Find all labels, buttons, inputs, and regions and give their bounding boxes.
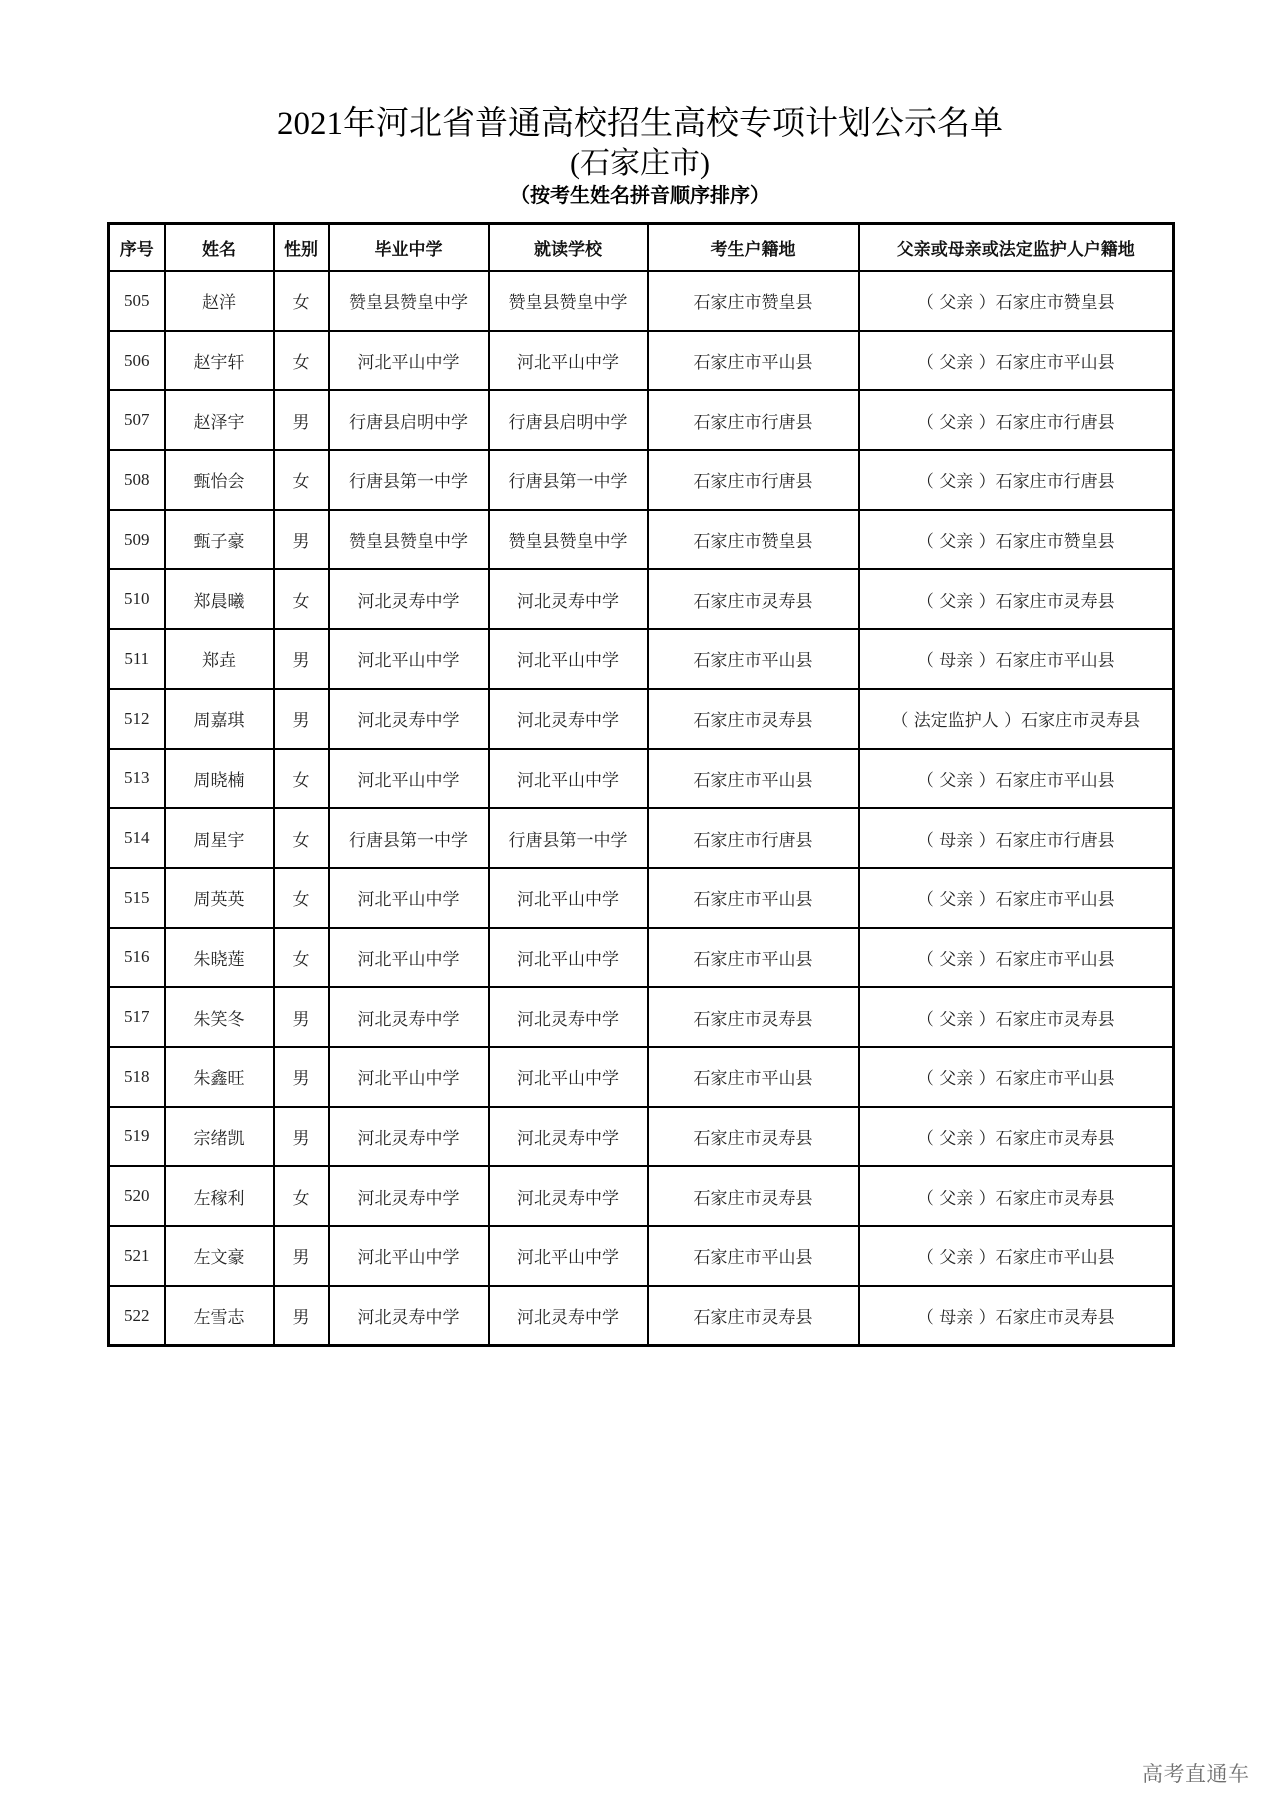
serial-number-cell: 513 [109,749,165,809]
guardian-residence-cell: （ 父亲 ）石家庄市平山县 [859,749,1174,809]
gender-cell: 女 [274,928,329,988]
guardian-residence-cell: （ 父亲 ）石家庄市灵寿县 [859,569,1174,629]
gender-cell: 男 [274,1047,329,1107]
current-school-cell: 河北平山中学 [489,749,648,809]
gender-cell: 女 [274,1166,329,1226]
serial-number-cell: 507 [109,390,165,450]
name-cell: 郑晨曦 [165,569,274,629]
guardian-residence-cell: （ 父亲 ）石家庄市平山县 [859,928,1174,988]
graduation-school-cell: 河北平山中学 [329,868,489,928]
graduation-school-cell: 河北平山中学 [329,928,489,988]
name-cell: 宗绪凯 [165,1107,274,1167]
table-row [109,629,1174,689]
graduation-school-cell: 河北平山中学 [329,331,489,391]
document-title: 2021年河北省普通高校招生高校专项计划公示名单 [277,106,1003,142]
current-school-cell: 行唐县第一中学 [489,450,648,510]
current-school-cell: 行唐县启明中学 [489,390,648,450]
guardian-residence-cell: （ 母亲 ）石家庄市行唐县 [859,808,1174,868]
table-row [109,1166,1174,1226]
name-cell: 朱鑫旺 [165,1047,274,1107]
header-gender: 性别 [274,224,329,272]
table-row [109,808,1174,868]
current-school-cell: 河北灵寿中学 [489,1166,648,1226]
table-row [109,1286,1174,1346]
guardian-residence-cell: （ 父亲 ）石家庄市平山县 [859,331,1174,391]
graduation-school-cell: 河北平山中学 [329,749,489,809]
table-row [109,689,1174,749]
guardian-residence-cell: （ 父亲 ）石家庄市平山县 [859,1226,1174,1286]
header-guardian-residence: 父亲或母亲或法定监护人户籍地 [859,224,1174,272]
serial-number-cell: 506 [109,331,165,391]
graduation-school-cell: 河北平山中学 [329,1226,489,1286]
guardian-residence-cell: （ 父亲 ）石家庄市赞皇县 [859,271,1174,331]
header-current-school: 就读学校 [489,224,648,272]
current-school-cell: 河北灵寿中学 [489,1107,648,1167]
candidate-residence-cell: 石家庄市赞皇县 [648,510,859,570]
name-cell: 赵洋 [165,271,274,331]
guardian-residence-cell: （ 母亲 ）石家庄市灵寿县 [859,1286,1174,1346]
candidate-residence-cell: 石家庄市赞皇县 [648,271,859,331]
name-cell: 甄子豪 [165,510,274,570]
gender-cell: 男 [274,510,329,570]
guardian-residence-cell: （ 父亲 ）石家庄市赞皇县 [859,510,1174,570]
table-row [109,331,1174,391]
name-cell: 朱笑冬 [165,987,274,1047]
serial-number-cell: 509 [109,510,165,570]
guardian-residence-cell: （ 父亲 ）石家庄市平山县 [859,1047,1174,1107]
graduation-school-cell: 行唐县第一中学 [329,450,489,510]
candidate-residence-cell: 石家庄市行唐县 [648,390,859,450]
gender-cell: 男 [274,689,329,749]
guardian-residence-cell: （ 父亲 ）石家庄市灵寿县 [859,1107,1174,1167]
header-graduation-school: 毕业中学 [329,224,489,272]
current-school-cell: 河北平山中学 [489,868,648,928]
graduation-school-cell: 赞皇县赞皇中学 [329,271,489,331]
current-school-cell: 河北灵寿中学 [489,1286,648,1346]
name-cell: 周英英 [165,868,274,928]
graduation-school-cell: 河北灵寿中学 [329,689,489,749]
current-school-cell: 赞皇县赞皇中学 [489,271,648,331]
table-header-row [109,224,1174,272]
serial-number-cell: 520 [109,1166,165,1226]
current-school-cell: 河北平山中学 [489,1047,648,1107]
name-cell: 赵宇轩 [165,331,274,391]
current-school-cell: 河北平山中学 [489,928,648,988]
guardian-residence-cell: （ 父亲 ）石家庄市灵寿县 [859,1166,1174,1226]
guardian-residence-cell: （ 母亲 ）石家庄市平山县 [859,629,1174,689]
table-row [109,1047,1174,1107]
name-cell: 郑垚 [165,629,274,689]
current-school-cell: 河北灵寿中学 [489,569,648,629]
serial-number-cell: 514 [109,808,165,868]
gender-cell: 男 [274,629,329,689]
table-row [109,510,1174,570]
graduation-school-cell: 河北灵寿中学 [329,1166,489,1226]
gender-cell: 女 [274,569,329,629]
graduation-school-cell: 河北灵寿中学 [329,1107,489,1167]
name-cell: 左文豪 [165,1226,274,1286]
table-row [109,1107,1174,1167]
table-row [109,450,1174,510]
gender-cell: 女 [274,450,329,510]
table-row [109,569,1174,629]
table-row [109,868,1174,928]
gender-cell: 男 [274,987,329,1047]
graduation-school-cell: 行唐县第一中学 [329,808,489,868]
candidate-residence-cell: 石家庄市平山县 [648,331,859,391]
serial-number-cell: 512 [109,689,165,749]
name-cell: 左稼利 [165,1166,274,1226]
table-body [109,271,1174,1346]
table-row [109,1226,1174,1286]
current-school-cell: 河北平山中学 [489,1226,648,1286]
candidate-residence-cell: 石家庄市灵寿县 [648,1107,859,1167]
graduation-school-cell: 河北灵寿中学 [329,1286,489,1346]
graduation-school-cell: 河北灵寿中学 [329,569,489,629]
graduation-school-cell: 河北平山中学 [329,1047,489,1107]
gender-cell: 女 [274,808,329,868]
serial-number-cell: 521 [109,1226,165,1286]
gender-cell: 女 [274,749,329,809]
candidate-residence-cell: 石家庄市行唐县 [648,450,859,510]
candidate-residence-cell: 石家庄市灵寿县 [648,569,859,629]
table-row [109,987,1174,1047]
candidate-residence-cell: 石家庄市平山县 [648,629,859,689]
candidate-residence-cell: 石家庄市平山县 [648,928,859,988]
serial-number-cell: 518 [109,1047,165,1107]
graduation-school-cell: 河北灵寿中学 [329,987,489,1047]
candidate-residence-cell: 石家庄市灵寿县 [648,689,859,749]
gender-cell: 女 [274,331,329,391]
candidate-residence-cell: 石家庄市灵寿县 [648,1166,859,1226]
graduation-school-cell: 河北平山中学 [329,629,489,689]
current-school-cell: 河北平山中学 [489,331,648,391]
name-cell: 左雪志 [165,1286,274,1346]
name-cell: 甄怡会 [165,450,274,510]
candidate-residence-cell: 石家庄市平山县 [648,1047,859,1107]
serial-number-cell: 510 [109,569,165,629]
name-cell: 赵泽宇 [165,390,274,450]
guardian-residence-cell: （ 父亲 ）石家庄市行唐县 [859,390,1174,450]
table-row [109,271,1174,331]
watermark: 高考直通车 [1142,1762,1250,1786]
candidate-residence-cell: 石家庄市平山县 [648,868,859,928]
serial-number-cell: 522 [109,1286,165,1346]
graduation-school-cell: 赞皇县赞皇中学 [329,510,489,570]
serial-number-cell: 517 [109,987,165,1047]
sort-order-note: （按考生姓名拼音顺序排序） [510,183,770,207]
table-row [109,390,1174,450]
current-school-cell: 行唐县第一中学 [489,808,648,868]
current-school-cell: 河北灵寿中学 [489,689,648,749]
candidate-residence-cell: 石家庄市行唐县 [648,808,859,868]
serial-number-cell: 508 [109,450,165,510]
guardian-residence-cell: （ 父亲 ）石家庄市平山县 [859,868,1174,928]
candidate-residence-cell: 石家庄市平山县 [648,749,859,809]
gender-cell: 男 [274,1286,329,1346]
current-school-cell: 河北灵寿中学 [489,987,648,1047]
guardian-residence-cell: （ 法定监护人 ）石家庄市灵寿县 [859,689,1174,749]
header-serial-number: 序号 [109,224,165,272]
gender-cell: 男 [274,390,329,450]
serial-number-cell: 515 [109,868,165,928]
header-name: 姓名 [165,224,274,272]
gender-cell: 女 [274,271,329,331]
header-candidate-residence: 考生户籍地 [648,224,859,272]
guardian-residence-cell: （ 父亲 ）石家庄市灵寿县 [859,987,1174,1047]
candidate-residence-cell: 石家庄市平山县 [648,1226,859,1286]
current-school-cell: 赞皇县赞皇中学 [489,510,648,570]
serial-number-cell: 505 [109,271,165,331]
candidate-residence-cell: 石家庄市灵寿县 [648,1286,859,1346]
graduation-school-cell: 行唐县启明中学 [329,390,489,450]
name-cell: 周星宇 [165,808,274,868]
candidate-residence-cell: 石家庄市灵寿县 [648,987,859,1047]
gender-cell: 男 [274,1107,329,1167]
gender-cell: 女 [274,868,329,928]
guardian-residence-cell: （ 父亲 ）石家庄市行唐县 [859,450,1174,510]
serial-number-cell: 516 [109,928,165,988]
name-cell: 周晓楠 [165,749,274,809]
serial-number-cell: 519 [109,1107,165,1167]
document-subtitle-city: (石家庄市) [570,147,710,180]
table-row [109,749,1174,809]
table-row [109,928,1174,988]
current-school-cell: 河北平山中学 [489,629,648,689]
name-cell: 周嘉琪 [165,689,274,749]
gender-cell: 男 [274,1226,329,1286]
candidate-list-table [107,222,1175,1347]
serial-number-cell: 511 [109,629,165,689]
name-cell: 朱晓莲 [165,928,274,988]
